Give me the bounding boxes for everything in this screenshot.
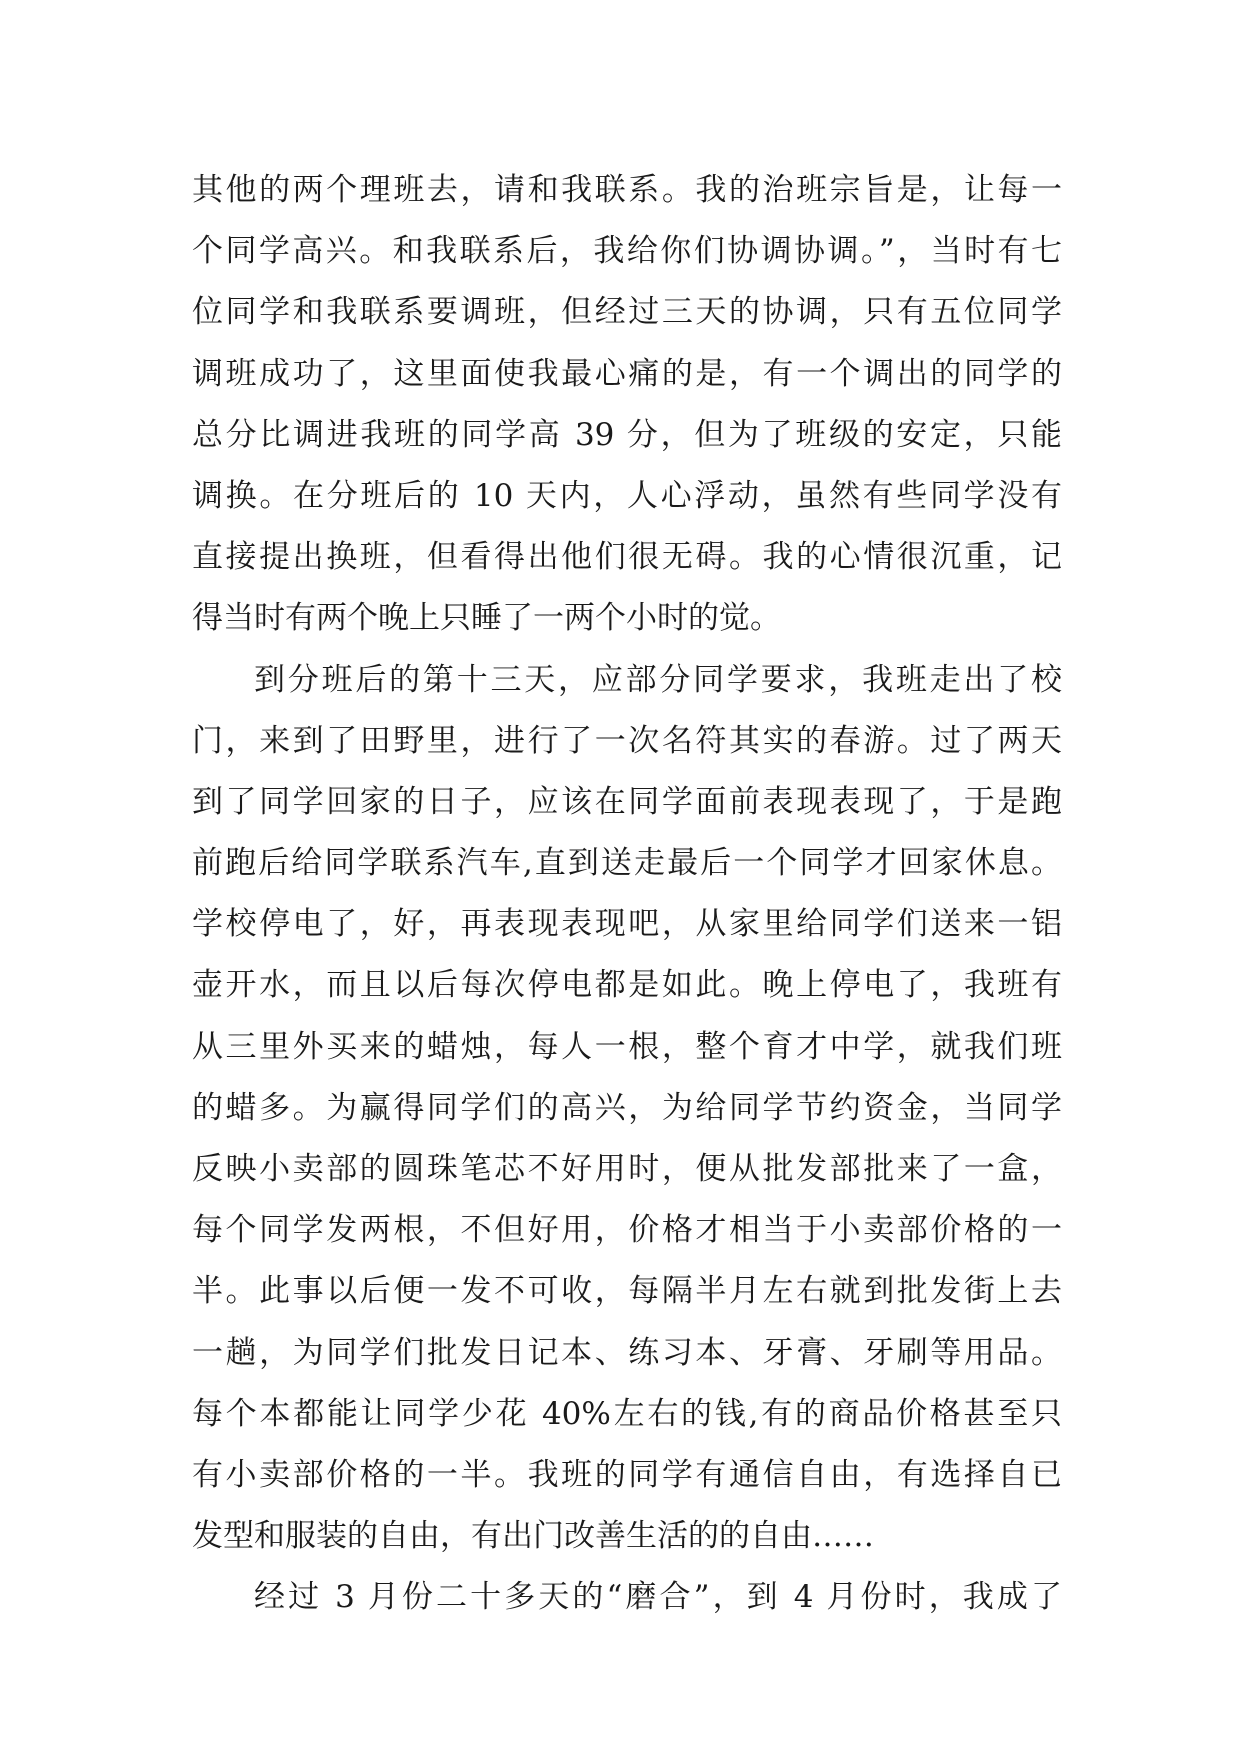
text-line: 到了同学回家的日子，应该在同学面前表现表现了，于是跑 bbox=[192, 783, 1062, 820]
text-line: 学校停电了，好，再表现表现吧，从家里给同学们送来一铝 bbox=[192, 906, 1062, 943]
text-line: 发型和服装的自由，有出门改善生活的的自由…… bbox=[192, 1518, 874, 1555]
text-line: 门，来到了田野里，进行了一次名符其实的春游。过了两天 bbox=[192, 722, 1062, 759]
text-line: 位同学和我联系要调班，但经过三天的协调，只有五位同学 bbox=[192, 294, 1062, 331]
text-line: 其他的两个理班去，请和我联系。我的治班宗旨是，让每一 bbox=[192, 172, 1062, 208]
text-line: 的蜡多。为赢得同学们的高兴，为给同学节约资金，当同学 bbox=[192, 1089, 1062, 1126]
text-line: 有小卖部价格的一半。我班的同学有通信自由，有选择自已 bbox=[192, 1456, 1062, 1493]
text-line: 一趟，为同学们批发日记本、练习本、牙膏、牙刷等用品。 bbox=[192, 1334, 1062, 1371]
text-line: 个同学高兴。和我联系后，我给你们协调协调。”，当时有七 bbox=[192, 233, 1062, 270]
text-line: 反映小卖部的圆珠笔芯不好用时，便从批发部批来了一盒， bbox=[192, 1151, 1062, 1187]
text-line: 经过 3 月份二十多天的“磨合”，到 4 月份时，我成了 bbox=[254, 1579, 1062, 1616]
text-line: 调换。在分班后的 10 天内，人心浮动，虽然有些同学没有 bbox=[192, 477, 1062, 514]
text-line: 半。此事以后便一发不可收，每隔半月左右就到批发街上去 bbox=[192, 1273, 1062, 1310]
text-line: 到分班后的第十三天，应部分同学要求，我班走出了校 bbox=[254, 661, 1062, 698]
body-text bbox=[192, 160, 1062, 1629]
text-line: 得当时有两个晚上只睡了一两个小时的觉。 bbox=[192, 600, 781, 637]
text-line: 每个同学发两根，不但好用，价格才相当于小卖部价格的一 bbox=[192, 1212, 1062, 1249]
text-line: 直接提出换班，但看得出他们很无碍。我的心情很沉重，记 bbox=[192, 539, 1062, 576]
text-line: 前跑后给同学联系汽车,直到送走最后一个同学才回家休息。 bbox=[192, 845, 1062, 882]
text-line: 总分比调进我班的同学高 39 分，但为了班级的安定，只能 bbox=[192, 416, 1062, 453]
text-line: 每个本都能让同学少花 40%左右的钱,有的商品价格甚至只 bbox=[192, 1395, 1062, 1432]
text-line: 从三里外买来的蜡烛，每人一根，整个育才中学，就我们班 bbox=[192, 1028, 1062, 1065]
text-line: 壶开水，而且以后每次停电都是如此。晚上停电了，我班有 bbox=[192, 967, 1062, 1004]
text-line: 调班成功了，这里面使我最心痛的是，有一个调出的同学的 bbox=[192, 355, 1062, 392]
